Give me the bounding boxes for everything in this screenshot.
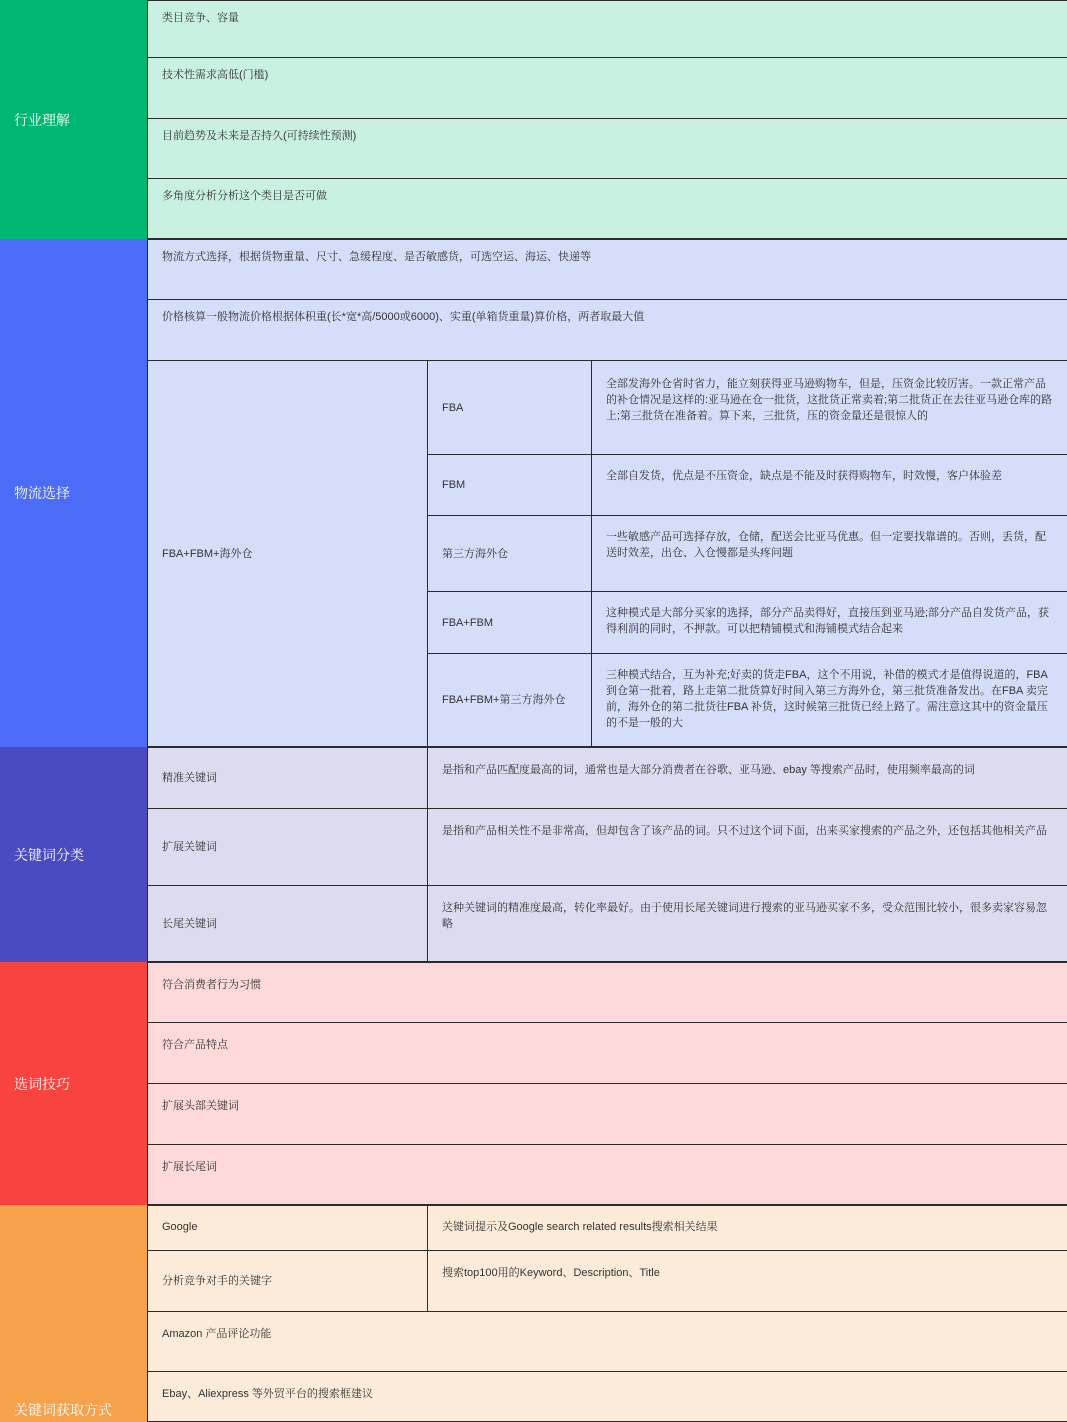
word-tip-item: 符合产品特点 bbox=[147, 1022, 1067, 1084]
section-keyword-class-label: 关键词分类 bbox=[14, 846, 84, 863]
keyword-type-name: 精准关键词 bbox=[147, 747, 428, 809]
section-word-tips-label: 选词技巧 bbox=[14, 1075, 70, 1092]
keyword-type-desc: 是指和产品匹配度最高的词，通常也是大部分消费者在谷歌、亚马逊、ebay 等搜索产品时，使用频率最高的词 bbox=[427, 747, 1067, 809]
section-keyword-source bbox=[0, 1205, 148, 1422]
mode-desc: 这种模式是大部分买家的选择，部分产品卖得好，直接压到亚马逊;部分产品自发货产品，获得利润的同时，不押款。可以把精铺模式和海铺模式结合起来 bbox=[591, 591, 1067, 654]
section-keyword-source-label: 关键词获取方式 bbox=[14, 1402, 112, 1418]
section-word-tips bbox=[0, 962, 148, 1205]
section-industry bbox=[0, 0, 148, 239]
mode-name: FBA+FBM bbox=[427, 591, 592, 654]
keyword-type-desc: 是指和产品相关性不是非常高，但却包含了该产品的词。只不过这个词下面，出来买家搜索的产品之外，还包括其他相关产品 bbox=[427, 808, 1067, 886]
keyword-source-desc: 搜索top100用的Keyword、Description、Title bbox=[427, 1250, 1067, 1312]
logistics-item: 价格核算一般物流价格根据体积重(长*宽*高/5000或6000)、实重(单箱货重量)算价格，两者取最大值 bbox=[147, 299, 1067, 361]
keyword-source-name: 分析竞争对手的关键字 bbox=[147, 1250, 428, 1312]
mode-desc: 三种模式结合，互为补充;好卖的货走FBA，这个不用说，补借的模式才是值得说道的，FBA到仓第一批着，路上走第二批货算好时间入第三方海外仓，第三批货准备发出。在FBA 卖完前，海外仓的第二批货往FBA 补货，这时候第三批货已经上路了。需注意这其中的资金量压的不是一般的大 bbox=[591, 653, 1067, 747]
industry-item: 多角度分析分析这个类目是否可做 bbox=[147, 178, 1067, 239]
mode-name: FBM bbox=[427, 454, 592, 516]
section-logistics bbox=[0, 239, 148, 747]
logistics-group-label: FBA+FBM+海外仓 bbox=[162, 547, 253, 560]
mode-desc: 一些敏感产品可选择存放，仓储，配送会比亚马优惠。但一定要找靠谱的。否则，丢货，配送时效差，出仓、入仓慢都是头疼问题 bbox=[591, 515, 1067, 592]
mode-name: 第三方海外仓 bbox=[427, 515, 592, 592]
industry-item: 目前趋势及未来是否持久(可持续性预测) bbox=[147, 118, 1067, 179]
keyword-source-item: Amazon 产品评论功能 bbox=[147, 1311, 1067, 1372]
word-tip-item: 扩展长尾词 bbox=[147, 1144, 1067, 1205]
section-industry-label: 行业理解 bbox=[14, 111, 70, 128]
word-tip-item: 扩展头部关键词 bbox=[147, 1083, 1067, 1145]
section-logistics-label: 物流选择 bbox=[14, 485, 70, 501]
word-tip-item: 符合消费者行为习惯 bbox=[147, 962, 1067, 1023]
keyword-source-desc: 关键词提示及Google search related results搜索相关结果 bbox=[427, 1205, 1067, 1251]
keyword-type-name: 扩展关键词 bbox=[147, 808, 428, 886]
keyword-source-item: Ebay、Aliexpress 等外贸平台的搜索框建议 bbox=[147, 1371, 1067, 1422]
mode-desc: 全部自发货，优点是不压资金，缺点是不能及时获得购物车，时效慢，客户体验差 bbox=[591, 454, 1067, 516]
logistics-group bbox=[147, 360, 428, 747]
keyword-source-name: Google bbox=[147, 1205, 428, 1251]
industry-item: 技术性需求高低(门槛) bbox=[147, 57, 1067, 119]
keyword-type-desc: 这种关键词的精准度最高，转化率最好。由于使用长尾关键词进行搜索的亚马逊买家不多，受众范围比较小，很多卖家容易忽略 bbox=[427, 885, 1067, 962]
mode-desc: 全部发海外仓省时省力，能立刻获得亚马逊购物车，但是，压资金比较厉害。一款正常产品的补仓情况是这样的:亚马逊在仓一批货，这批货正常卖着;第二批货正在去往亚马逊仓库的路上;第三批货在准备着。算下来，三批货，压的资金量还是很惊人的 bbox=[591, 360, 1067, 455]
mode-name: FBA bbox=[427, 360, 592, 455]
industry-item: 类目竞争、容量 bbox=[147, 0, 1067, 58]
keyword-type-name: 长尾关键词 bbox=[147, 885, 428, 962]
section-keyword-class bbox=[0, 747, 148, 962]
logistics-item: 物流方式选择，根据货物重量、尺寸、急缓程度、是否敏感货，可选空运、海运、快递等 bbox=[147, 239, 1067, 300]
mode-name: FBA+FBM+第三方海外仓 bbox=[427, 653, 592, 747]
